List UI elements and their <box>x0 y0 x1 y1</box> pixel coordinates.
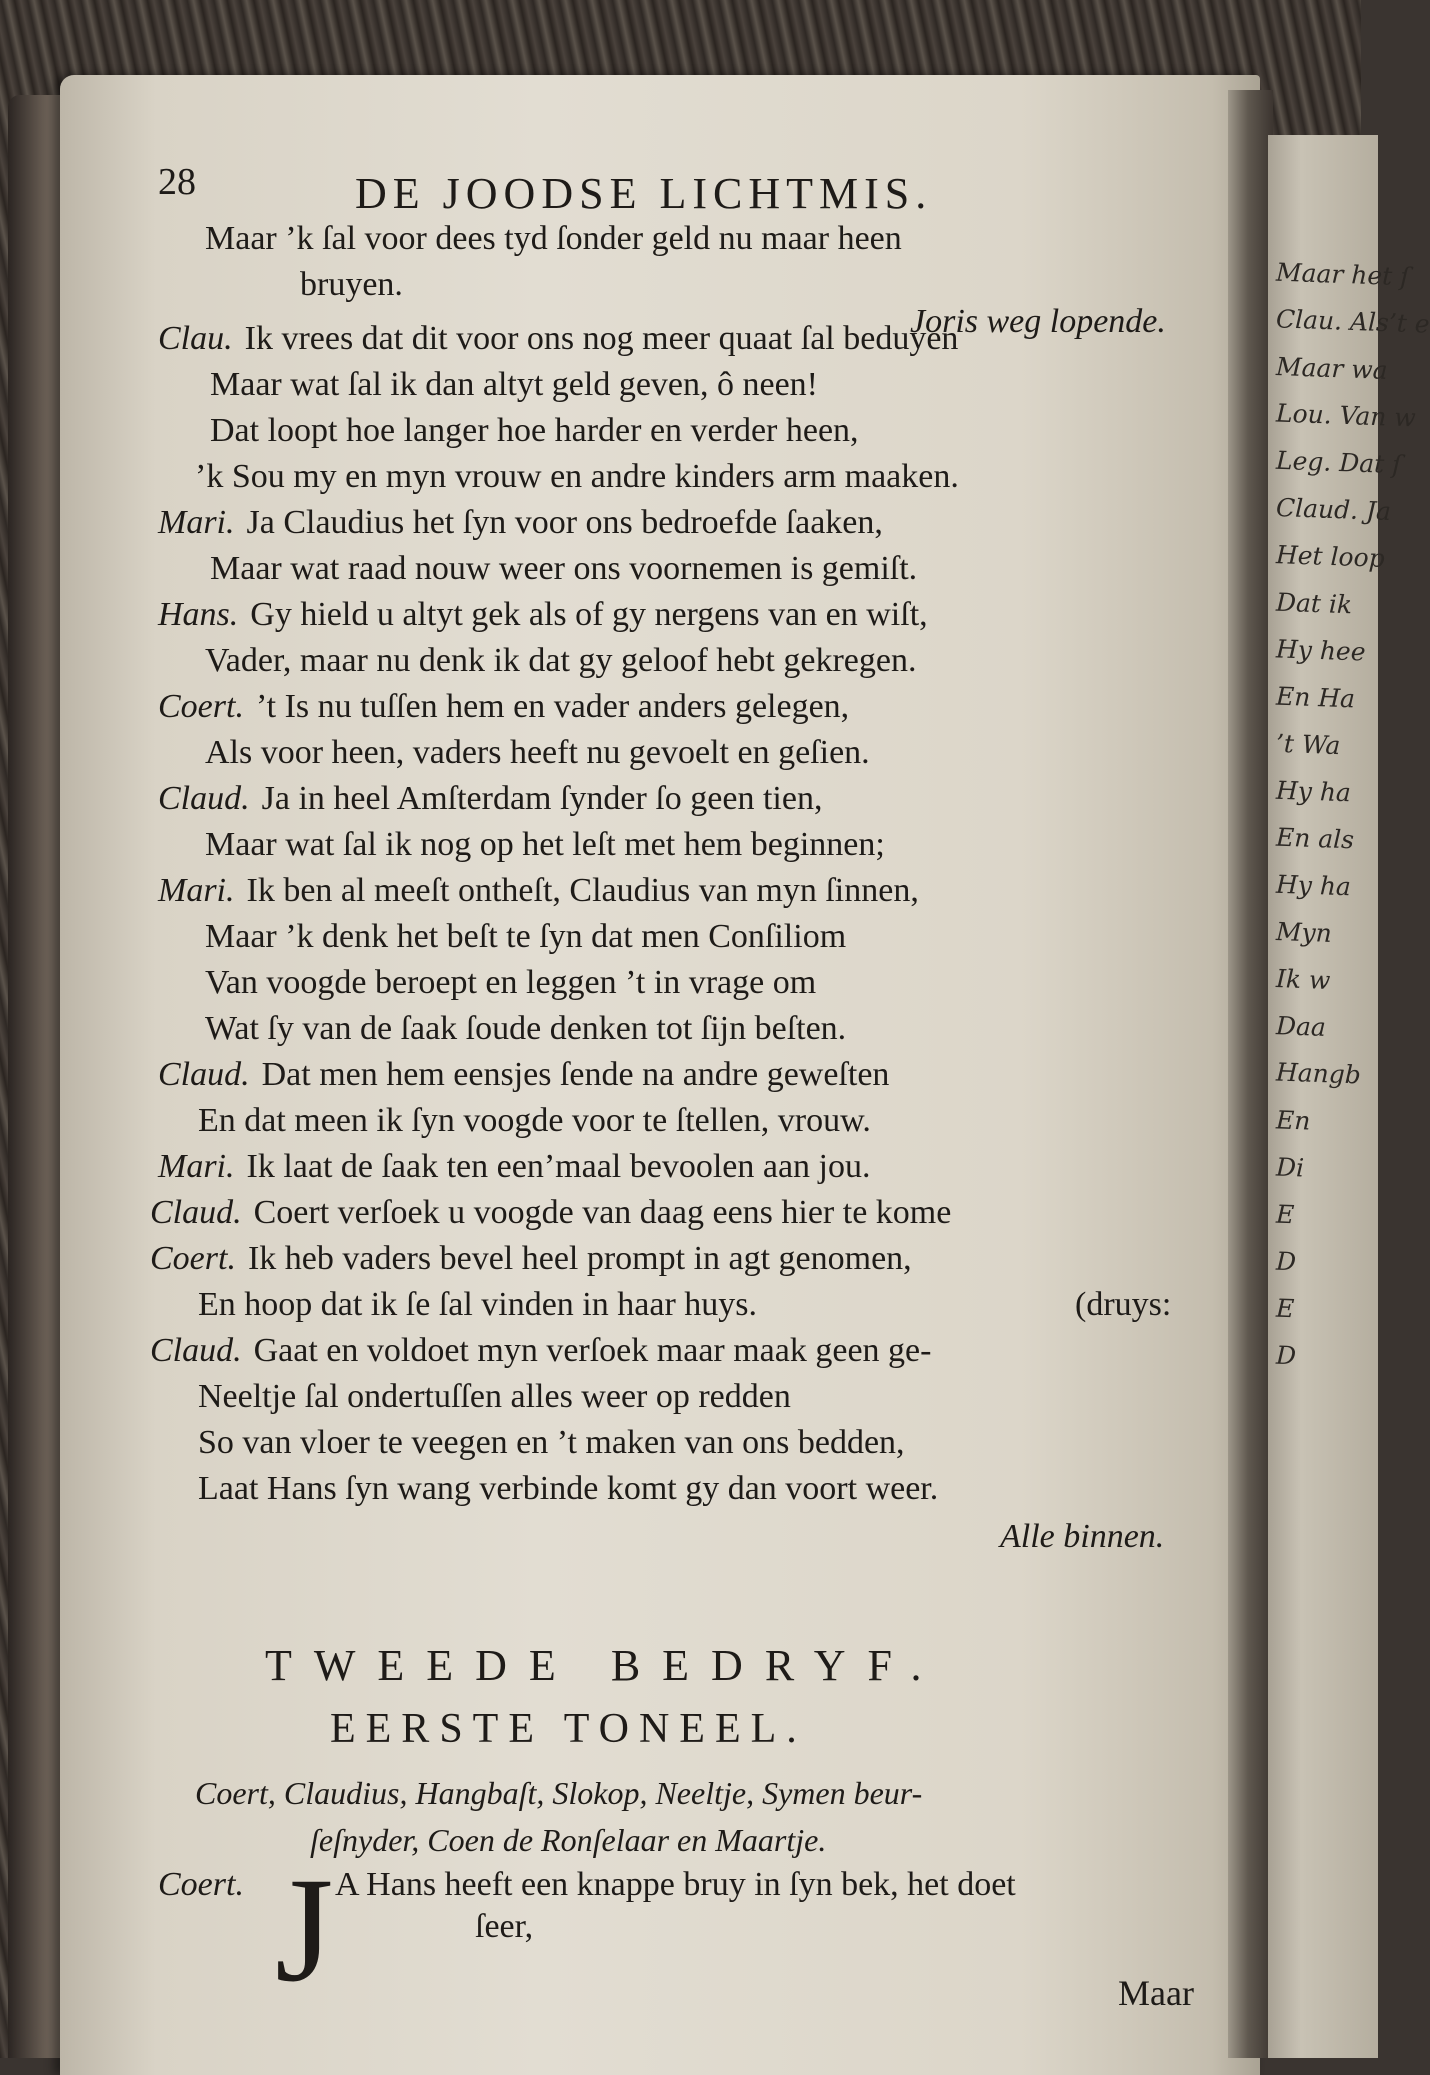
line-text: Gaat en voldoet myn verſoek maar maak geen ge- <box>253 1332 932 1369</box>
opening-line-2: ſeer, <box>475 1908 534 1945</box>
line-text: Dat loopt hoe langer hoe harder en verder heen, <box>210 412 859 449</box>
line-text: Ik ben al meeſt ontheſt, Claudius van myn ſinnen, <box>246 872 919 909</box>
text-line <box>158 782 822 816</box>
text-line <box>158 506 883 540</box>
cast-list-line-2: ſeſnyder, Coen de Ronſelaar en Maartje. <box>310 1822 827 1858</box>
text-line <box>150 1334 931 1368</box>
text-line <box>158 690 849 724</box>
facing-page-fragment: Dat ik <box>1275 587 1353 620</box>
text-line <box>205 828 885 862</box>
line-text: Neeltje ſal ondertuſſen alles weer op redden <box>198 1378 791 1415</box>
line-text: Maar wat raad nouw weer ons voornemen is gemiſt. <box>210 550 918 587</box>
page-number: 28 <box>158 161 196 203</box>
text-line <box>1075 1288 1171 1322</box>
line-text: Maar ’k ſal voor dees tyd ſonder geld nu maar heen <box>205 220 902 257</box>
speaker-label: Claud. <box>158 780 250 817</box>
text-line <box>150 1242 912 1276</box>
text-line <box>158 598 928 632</box>
text-line <box>205 1012 846 1046</box>
speaker-label: Claud. <box>158 1056 250 1093</box>
text-line <box>300 268 403 302</box>
line-text: En hoop dat ik ſe ſal vinden in haar huys. <box>198 1286 757 1323</box>
line-text: Ik laat de ſaak ten een’maal bevoolen aan jou. <box>246 1148 871 1185</box>
line-text: Als voor heen, vaders heeft nu gevoelt en geſien. <box>205 734 870 771</box>
text-line <box>205 644 916 678</box>
facing-page-fragment: En Ha <box>1275 681 1356 714</box>
line-text: ’k Sou my en myn vrouw en andre kinders arm maaken. <box>195 458 959 495</box>
text-line <box>158 1150 871 1184</box>
text-line <box>158 322 958 356</box>
text-line <box>198 1426 905 1460</box>
line-text: Ja Claudius het ſyn voor ons bedroefde ſaaken, <box>246 504 883 541</box>
line-text: Laat Hans ſyn wang verbinde komt gy dan voort weer. <box>198 1470 939 1507</box>
cast-list-line-1: Coert, Claudius, Hangbaſt, Slokop, Neeltje, Symen beur- <box>195 1775 923 1811</box>
text-line <box>195 460 959 494</box>
line-text: Vader, maar nu denk ik dat gy geloof hebt gekregen. <box>205 642 917 679</box>
text-line <box>198 1288 757 1322</box>
text-line <box>198 1104 871 1138</box>
opening-speaker: Coert. <box>158 1866 244 1903</box>
line-text: Maar ’k denk het beſt te ſyn dat men Conſiliom <box>205 918 847 955</box>
line-text: Ja in heel Amſterdam ſynder ſo geen tien, <box>261 780 823 817</box>
line-text: (druys: <box>1075 1286 1172 1323</box>
line-text: ’t Is nu tuſſen hem en vader anders gelegen, <box>255 688 850 725</box>
facing-page-fragment: Myn <box>1275 917 1333 948</box>
facing-page-fragment: E <box>1275 1293 1295 1324</box>
facing-page-fragment: Hangb <box>1275 1057 1362 1090</box>
line-text: Joris weg lopende. <box>910 303 1166 340</box>
speaker-label: Coert. <box>150 1240 236 1277</box>
line-text: So van vloer te veegen en ’t maken van ons bedden, <box>198 1424 905 1461</box>
running-title: DE JOODSE LICHTMIS. <box>355 169 933 218</box>
facing-page-fragment: Claud. Ja <box>1275 493 1392 526</box>
text-line <box>158 1058 889 1092</box>
text-line <box>210 368 818 402</box>
scene-heading: EERSTE TONEEL. <box>330 1706 807 1752</box>
line-text: Alle binnen. <box>1000 1518 1165 1555</box>
text-line <box>150 1196 951 1230</box>
facing-page-fragment: Maar het ſ <box>1275 257 1410 292</box>
text-line <box>205 736 870 770</box>
line-text: Ik vrees dat dit voor ons nog meer quaat ſal beduyen <box>244 320 959 357</box>
line-text: Gy hield u altyt gek als of gy nergens van en wiſt, <box>250 596 928 633</box>
speaker-label: Clau. <box>158 320 233 357</box>
facing-page-fragment: Maar wa <box>1275 352 1389 385</box>
text-line <box>205 966 816 1000</box>
speaker-label: Mari. <box>158 1148 235 1185</box>
facing-page-fragment: Ik w <box>1275 964 1331 995</box>
line-text: Wat ſy van de ſaak ſoude denken tot ſijn beſten. <box>205 1010 847 1047</box>
facing-page-fragment: Clau. Als’t e <box>1275 304 1430 339</box>
opening-line-1: A Hans heeft een knappe bruy in ſyn bek, het doet <box>335 1866 1016 1903</box>
speaker-label: Mari. <box>158 872 235 909</box>
facing-page-fragment: Lou. Van w <box>1275 398 1417 433</box>
catchword: Maar <box>1118 1973 1194 2013</box>
speaker-label: Hans. <box>158 596 239 633</box>
text-line <box>205 920 846 954</box>
line-text: Coert verſoek u voogde van daag eens hier te kome <box>253 1194 952 1231</box>
facing-page-fragment: Daa <box>1275 1011 1327 1042</box>
line-text: Maar wat ſal ik dan altyt geld geven, ô neen! <box>210 366 818 403</box>
facing-page-fragment: D <box>1275 1246 1297 1277</box>
facing-page-fragment: Leg. Dat ſ <box>1275 445 1402 480</box>
facing-page-fragment: Di <box>1275 1152 1305 1183</box>
facing-page-fragment: Hy ha <box>1275 775 1352 808</box>
line-text: bruyen. <box>300 266 403 303</box>
text-line <box>205 222 902 256</box>
speaker-label: Claud. <box>150 1332 242 1369</box>
line-text: En dat meen ik ſyn voogde voor te ſtellen, vrouw. <box>198 1102 871 1139</box>
line-text: Maar wat ſal ik nog op het leſt met hem beginnen; <box>205 826 885 863</box>
line-text: Ik heb vaders bevel heel prompt in agt genomen, <box>247 1240 912 1277</box>
text-line <box>1000 1520 1164 1554</box>
text-line <box>198 1380 791 1414</box>
speaker-label: Mari. <box>158 504 235 541</box>
line-text: Dat men hem eensjes ſende na andre geweſten <box>261 1056 890 1093</box>
facing-page-fragment: E <box>1275 1199 1295 1230</box>
facing-page-fragment: En als <box>1275 822 1355 855</box>
text-line <box>210 414 859 448</box>
facing-page-fragment: D <box>1275 1340 1297 1371</box>
text-line <box>210 552 917 586</box>
facing-page-fragment: En <box>1275 1105 1311 1136</box>
text-line <box>198 1472 938 1506</box>
line-text: Van voogde beroept en leggen ’t in vrage om <box>205 964 817 1001</box>
facing-page-fragment: Hy hee <box>1275 634 1367 667</box>
drop-cap: J <box>275 1847 334 2013</box>
facing-page-fragment: ’t Wa <box>1275 728 1341 761</box>
facing-page-fragment: Het loop <box>1275 540 1386 573</box>
act-heading: TWEEDE BEDRYF. <box>265 1641 944 1690</box>
facing-page-fragment: Hy ha <box>1275 869 1352 902</box>
speaker-label: Claud. <box>150 1194 242 1231</box>
speaker-label: Coert. <box>158 688 244 725</box>
text-line <box>158 874 919 908</box>
